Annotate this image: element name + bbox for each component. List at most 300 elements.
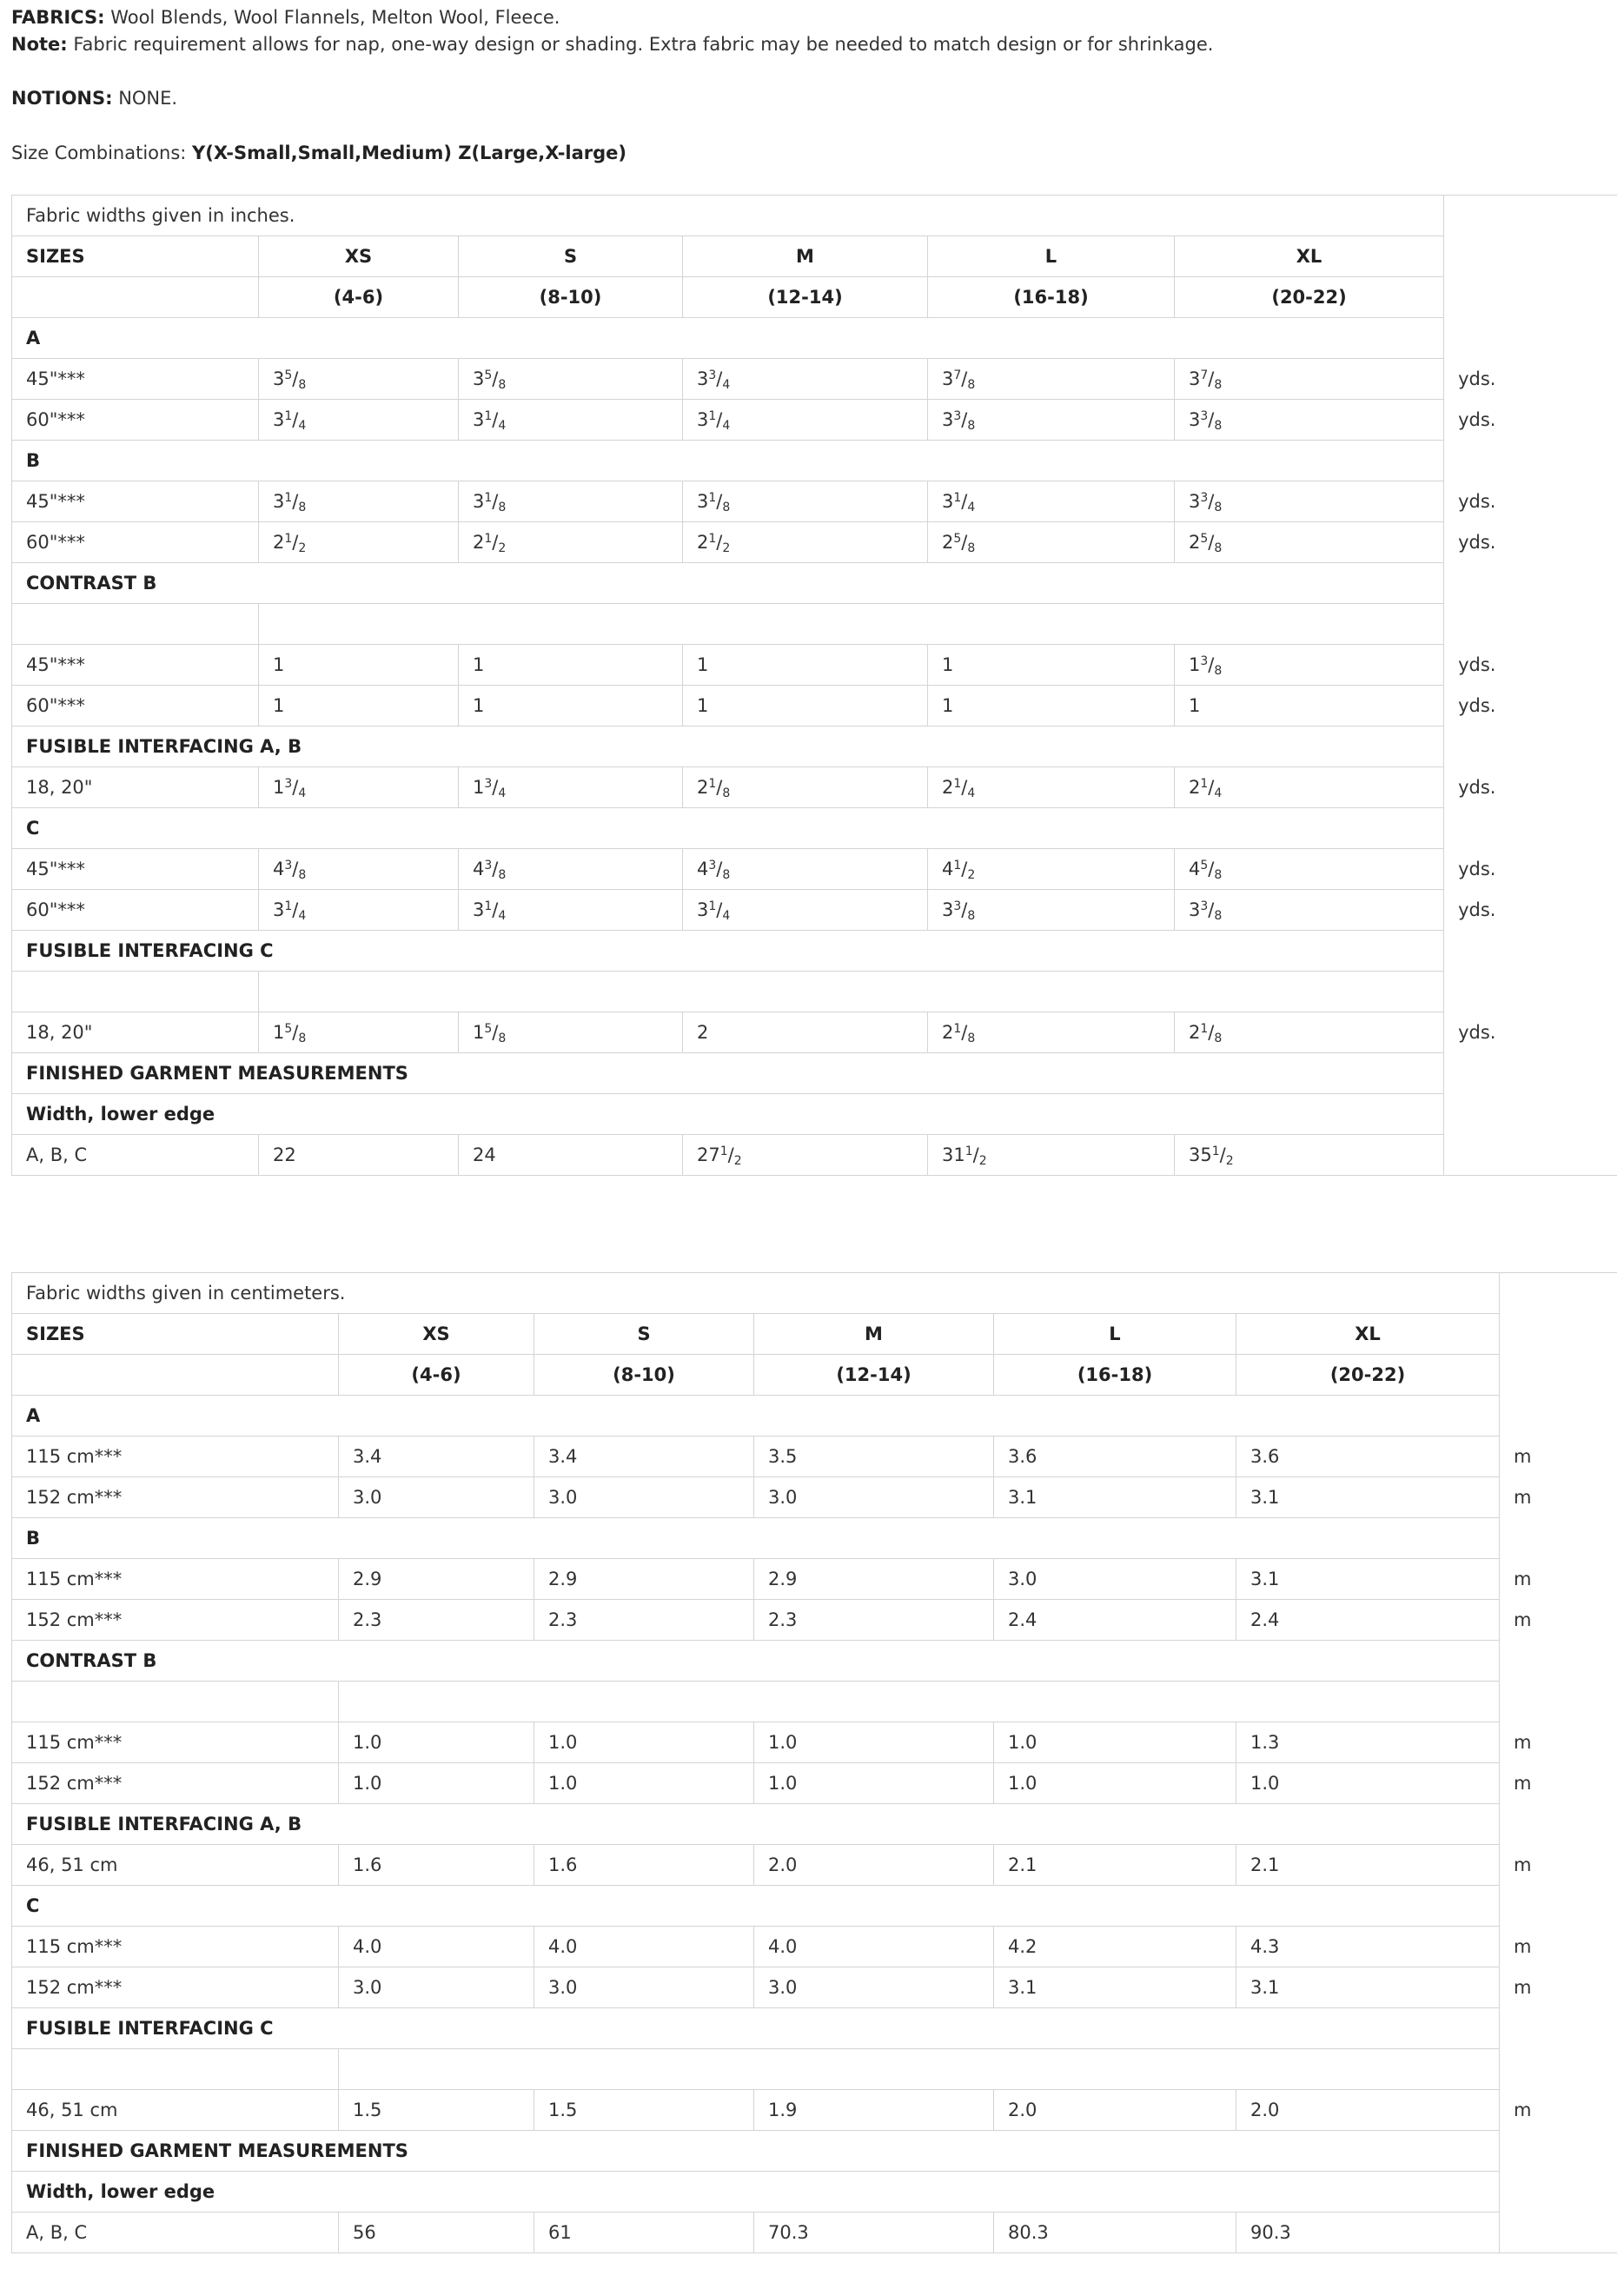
yardage-value: 1.0 xyxy=(1236,1763,1500,1804)
value-fraction xyxy=(484,532,506,553)
fraction-denominator: 2 xyxy=(1225,1154,1234,1168)
table-row xyxy=(12,1559,1617,1600)
unit-cell: m xyxy=(1500,1927,1617,1967)
yardage-value xyxy=(683,522,928,563)
size-range: (20-22) xyxy=(1175,277,1444,318)
unit-cell: m xyxy=(1500,1845,1617,1886)
yardage-value: 1.0 xyxy=(994,1722,1236,1763)
size-range: (16-18) xyxy=(928,277,1175,318)
section-title-row xyxy=(12,1641,1617,1682)
value-fraction xyxy=(953,859,976,882)
fraction-denominator: 2 xyxy=(733,1154,742,1168)
fraction-numerator: 3 xyxy=(484,777,493,791)
size-range: (16-18) xyxy=(994,1355,1236,1396)
fraction-denominator: 8 xyxy=(298,1032,307,1045)
blank-span-cell xyxy=(259,604,1444,645)
fraction-slash: / xyxy=(1208,654,1215,675)
finished-title-row xyxy=(12,2131,1617,2172)
fraction-numerator: 3 xyxy=(1200,899,1209,913)
fraction-slash: / xyxy=(1219,1144,1226,1165)
section-title-row xyxy=(12,441,1617,481)
fraction-denominator: 8 xyxy=(1214,541,1223,555)
value-fraction xyxy=(708,491,730,512)
fabric-width-label: 60"*** xyxy=(12,890,259,931)
fraction-denominator: 8 xyxy=(1214,664,1223,678)
section-title-row xyxy=(12,1886,1617,1927)
fraction-numerator: 1 xyxy=(1211,1144,1220,1158)
fraction-denominator: 8 xyxy=(967,378,976,392)
section-blank-row xyxy=(12,604,1617,645)
unit-cell: yds. xyxy=(1444,522,1617,563)
yardage-value: 2.0 xyxy=(1236,2090,1500,2131)
yardage-value xyxy=(683,481,928,522)
fraction-slash: / xyxy=(716,409,723,430)
notions-line xyxy=(11,85,177,112)
unit-cell: yds. xyxy=(1444,767,1617,808)
value-fraction xyxy=(284,409,307,433)
fraction-slash: / xyxy=(727,1144,734,1165)
value-fraction xyxy=(1200,859,1223,882)
yardage-value: 3.1 xyxy=(1236,1967,1500,2008)
yardage-value xyxy=(1175,522,1444,563)
section-title: FUSIBLE INTERFACING A, B xyxy=(12,727,1444,767)
size-range: (4-6) xyxy=(259,277,459,318)
fraction-denominator: 4 xyxy=(298,419,307,433)
fabric-width-label: 45"*** xyxy=(12,849,259,890)
fraction-numerator: 1 xyxy=(953,491,962,505)
finished-value: 80.3 xyxy=(994,2213,1236,2253)
yardage-value xyxy=(1175,1012,1444,1053)
fraction-numerator: 1 xyxy=(964,1144,973,1158)
unit-cell xyxy=(1444,441,1617,481)
finished-measurements-subtitle: Width, lower edge xyxy=(12,2172,1500,2213)
unit-cell: m xyxy=(1500,1477,1617,1518)
fraction-denominator: 8 xyxy=(967,419,976,433)
size-combinations-label: Size Combinations: xyxy=(11,143,193,163)
size-range: (8-10) xyxy=(459,277,683,318)
fraction-numerator: 3 xyxy=(1200,654,1209,668)
section-title-row xyxy=(12,808,1617,849)
size-s-header: S xyxy=(534,1314,754,1355)
unit-cell xyxy=(1500,1396,1617,1436)
value-fraction xyxy=(484,368,507,392)
value-fraction xyxy=(484,491,506,512)
fraction-denominator: 8 xyxy=(722,501,731,514)
yardage-value xyxy=(259,849,459,890)
section-title: FUSIBLE INTERFACING C xyxy=(12,931,1444,972)
value-fraction xyxy=(953,899,976,923)
yardage-value: 2.4 xyxy=(994,1600,1236,1641)
yardage-value: 2.1 xyxy=(1236,1845,1500,1886)
fraction-slash: / xyxy=(961,899,968,920)
inches-table-body xyxy=(12,196,1617,1176)
fraction-numerator: 3 xyxy=(1200,409,1209,423)
fraction-slash: / xyxy=(292,368,299,389)
yardage-value: 1.3 xyxy=(1236,1722,1500,1763)
blank-cell xyxy=(12,2049,339,2090)
value-whole: 2 xyxy=(1189,777,1201,798)
fraction-denominator: 8 xyxy=(1214,378,1223,392)
unit-cell xyxy=(1444,1135,1617,1176)
yardage-value xyxy=(259,481,459,522)
unit-cell xyxy=(1444,196,1617,236)
yardage-value xyxy=(459,400,683,441)
yardage-value xyxy=(928,359,1175,400)
finished-row-label: A, B, C xyxy=(12,1135,259,1176)
value-fraction xyxy=(484,777,506,798)
yardage-value xyxy=(683,400,928,441)
unit-cell xyxy=(1500,1355,1617,1396)
value-fraction xyxy=(484,1022,506,1043)
finished-value: 90.3 xyxy=(1236,2213,1500,2253)
fabric-width-label: 18, 20" xyxy=(12,1012,259,1053)
caption-row xyxy=(12,1273,1617,1314)
finished-value: 24 xyxy=(459,1135,683,1176)
blank-span-cell xyxy=(259,972,1444,1012)
fabric-width-label: 115 cm*** xyxy=(12,1722,339,1763)
value-whole: 4 xyxy=(1189,859,1201,879)
fraction-denominator: 4 xyxy=(298,909,307,923)
finished-sub-row xyxy=(12,1094,1617,1135)
fraction-slash: / xyxy=(1208,1022,1215,1043)
yardage-value xyxy=(683,359,928,400)
fraction-numerator: 1 xyxy=(708,491,717,505)
yardage-value xyxy=(928,767,1175,808)
yardage-value: 3.0 xyxy=(534,1477,754,1518)
unit-cell xyxy=(1444,808,1617,849)
value-whole: 3 xyxy=(473,409,485,430)
value-whole: 3 xyxy=(697,899,709,920)
fraction-denominator: 8 xyxy=(298,868,307,882)
yardage-value xyxy=(259,522,459,563)
value-whole: 3 xyxy=(942,899,954,920)
yardage-value: 2 xyxy=(683,1012,928,1053)
value-whole: 3 xyxy=(473,491,485,512)
yardage-value: 1.0 xyxy=(339,1763,534,1804)
value-fraction xyxy=(484,899,507,923)
unit-cell: m xyxy=(1500,1559,1617,1600)
value-whole: 1 xyxy=(273,1022,285,1043)
value-whole: 2 xyxy=(273,532,285,553)
value-whole: 2 xyxy=(942,532,954,553)
notions-label: NOTIONS: xyxy=(11,88,113,109)
section-title: A xyxy=(12,1396,1500,1436)
table-row xyxy=(12,2090,1617,2131)
yardage-value: 3.4 xyxy=(534,1436,754,1477)
yardage-value: 3.1 xyxy=(1236,1559,1500,1600)
fraction-numerator: 3 xyxy=(953,899,962,913)
size-range: (4-6) xyxy=(339,1355,534,1396)
fraction-slash: / xyxy=(1208,859,1215,879)
yardage-value: 1.0 xyxy=(754,1763,994,1804)
yardage-value: 2.9 xyxy=(534,1559,754,1600)
fraction-denominator: 4 xyxy=(498,786,507,800)
unit-cell: m xyxy=(1500,2090,1617,2131)
fraction-denominator: 2 xyxy=(722,541,731,555)
fraction-slash: / xyxy=(716,777,723,798)
size-ranges-row xyxy=(12,1355,1617,1396)
section-title-row xyxy=(12,1396,1617,1436)
fraction-slash: / xyxy=(1208,368,1215,389)
yardage-value xyxy=(1175,767,1444,808)
value-whole: 31 xyxy=(942,1144,965,1165)
value-fraction xyxy=(284,777,306,798)
value-whole: 3 xyxy=(697,368,709,389)
yardage-value: 1 xyxy=(928,686,1175,727)
fraction-slash: / xyxy=(716,532,723,553)
fraction-numerator: 1 xyxy=(284,532,293,546)
yardage-value: 1.0 xyxy=(994,1763,1236,1804)
yardage-value: 1 xyxy=(459,686,683,727)
fraction-numerator: 5 xyxy=(484,368,493,382)
note-line xyxy=(11,31,1213,58)
unit-cell xyxy=(1500,2131,1617,2172)
yardage-value: 1 xyxy=(1175,686,1444,727)
fraction-denominator: 4 xyxy=(967,786,976,800)
yardage-value xyxy=(1175,481,1444,522)
size-range: (12-14) xyxy=(683,277,928,318)
blank-cell xyxy=(12,972,259,1012)
unit-cell: m xyxy=(1500,1763,1617,1804)
size-xs-header: XS xyxy=(259,236,459,277)
fraction-numerator: 1 xyxy=(1200,777,1209,791)
fraction-denominator: 4 xyxy=(722,909,731,923)
size-combinations-line xyxy=(11,140,626,167)
section-title-row xyxy=(12,1804,1617,1845)
yardage-value xyxy=(459,890,683,931)
yardage-value xyxy=(1175,890,1444,931)
fabric-width-label: 152 cm*** xyxy=(12,1600,339,1641)
yardage-value: 3.5 xyxy=(754,1436,994,1477)
unit-cell xyxy=(1444,563,1617,604)
value-whole: 2 xyxy=(1189,532,1201,553)
fraction-numerator: 1 xyxy=(284,491,293,505)
fraction-numerator: 1 xyxy=(953,859,962,872)
value-whole: 1 xyxy=(473,1022,485,1043)
fraction-denominator: 8 xyxy=(1214,868,1223,882)
unit-cell: m xyxy=(1500,1967,1617,2008)
yardage-value xyxy=(259,359,459,400)
sizes-header-row xyxy=(12,1314,1617,1355)
value-fraction xyxy=(953,409,976,433)
table-row xyxy=(12,1845,1617,1886)
fabric-width-label: 60"*** xyxy=(12,522,259,563)
value-whole: 27 xyxy=(697,1144,720,1165)
yardage-value: 1.5 xyxy=(534,2090,754,2131)
yardage-value: 3.1 xyxy=(994,1967,1236,2008)
notions-text: NONE. xyxy=(112,88,178,109)
size-xl-header: XL xyxy=(1175,236,1444,277)
yardage-value xyxy=(1175,359,1444,400)
fraction-slash: / xyxy=(716,491,723,512)
fraction-denominator: 4 xyxy=(298,786,307,800)
fraction-slash: / xyxy=(492,1022,499,1043)
fabric-width-label: 152 cm*** xyxy=(12,1967,339,2008)
value-fraction xyxy=(1200,777,1222,798)
caption-row xyxy=(12,196,1617,236)
inches-requirements-table xyxy=(11,195,1617,1176)
fraction-slash: / xyxy=(961,859,968,879)
fraction-denominator: 2 xyxy=(978,1154,987,1168)
fraction-denominator: 8 xyxy=(722,868,731,882)
yardage-value: 2.9 xyxy=(339,1559,534,1600)
fabrics-text: Wool Blends, Wool Flannels, Melton Wool, Fleece. xyxy=(104,7,560,28)
fraction-numerator: 3 xyxy=(953,409,962,423)
value-fraction xyxy=(708,368,731,392)
value-whole: 3 xyxy=(1189,491,1201,512)
section-title: B xyxy=(12,1518,1500,1559)
fraction-slash: / xyxy=(292,532,299,553)
value-fraction xyxy=(284,532,306,553)
fraction-slash: / xyxy=(961,1022,968,1043)
fraction-numerator: 3 xyxy=(284,777,293,791)
ranges-blank-cell xyxy=(12,1355,339,1396)
finished-value xyxy=(1175,1135,1444,1176)
fraction-slash: / xyxy=(292,491,299,512)
section-title-row xyxy=(12,318,1617,359)
fraction-slash: / xyxy=(292,859,299,879)
value-fraction xyxy=(953,368,976,392)
yardage-value: 3.0 xyxy=(754,1967,994,2008)
fabric-width-label: 115 cm*** xyxy=(12,1436,339,1477)
fabric-width-label: 45"*** xyxy=(12,481,259,522)
unit-cell xyxy=(1444,931,1617,972)
value-fraction xyxy=(1200,409,1223,433)
fraction-numerator: 3 xyxy=(708,859,717,872)
fraction-slash: / xyxy=(1208,409,1215,430)
yardage-value: 4.2 xyxy=(994,1927,1236,1967)
yardage-value: 2.4 xyxy=(1236,1600,1500,1641)
fabric-width-label: 46, 51 cm xyxy=(12,1845,339,1886)
unit-cell xyxy=(1500,1682,1617,1722)
unit-cell xyxy=(1444,727,1617,767)
fraction-numerator: 5 xyxy=(284,368,293,382)
fraction-numerator: 1 xyxy=(708,409,717,423)
section-blank-row xyxy=(12,2049,1617,2090)
fraction-slash: / xyxy=(492,777,499,798)
fraction-slash: / xyxy=(716,368,723,389)
fraction-denominator: 4 xyxy=(498,909,507,923)
size-m-header: M xyxy=(683,236,928,277)
centimeters-table-body xyxy=(12,1273,1617,2253)
finished-value: 56 xyxy=(339,2213,534,2253)
ranges-blank-cell xyxy=(12,277,259,318)
blank-cell xyxy=(12,604,259,645)
section-title: C xyxy=(12,808,1444,849)
yardage-value: 1.9 xyxy=(754,2090,994,2131)
section-title-row xyxy=(12,1518,1617,1559)
fraction-numerator: 5 xyxy=(1200,859,1209,872)
unit-cell xyxy=(1444,236,1617,277)
table-row xyxy=(12,1722,1617,1763)
fraction-slash: / xyxy=(492,491,499,512)
fraction-denominator: 8 xyxy=(1214,419,1223,433)
value-fraction xyxy=(284,491,306,512)
table-row xyxy=(12,1012,1617,1053)
value-whole: 2 xyxy=(697,532,709,553)
fraction-numerator: 5 xyxy=(284,1022,293,1036)
fraction-denominator: 8 xyxy=(298,501,307,514)
yardage-value xyxy=(928,1012,1175,1053)
yardage-value: 3.0 xyxy=(339,1477,534,1518)
fraction-slash: / xyxy=(292,1022,299,1043)
yardage-value xyxy=(683,849,928,890)
yardage-value xyxy=(459,522,683,563)
fraction-denominator: 4 xyxy=(722,378,731,392)
value-fraction xyxy=(953,532,975,553)
yardage-value: 1.0 xyxy=(754,1722,994,1763)
unit-cell: m xyxy=(1500,1436,1617,1477)
fraction-denominator: 4 xyxy=(967,501,976,514)
finished-value: 22 xyxy=(259,1135,459,1176)
value-fraction xyxy=(1200,654,1223,678)
fabric-width-label: 152 cm*** xyxy=(12,1477,339,1518)
yardage-value xyxy=(928,890,1175,931)
fraction-denominator: 8 xyxy=(967,909,976,923)
fraction-numerator: 5 xyxy=(1200,532,1209,546)
fabric-width-label: 45"*** xyxy=(12,359,259,400)
fraction-slash: / xyxy=(961,409,968,430)
yardage-value: 3.6 xyxy=(1236,1436,1500,1477)
fraction-denominator: 8 xyxy=(498,1032,507,1045)
value-fraction xyxy=(1200,1022,1222,1043)
section-blank-row xyxy=(12,972,1617,1012)
blank-span-cell xyxy=(339,1682,1500,1722)
fraction-denominator: 8 xyxy=(1214,909,1223,923)
value-whole: 3 xyxy=(273,491,285,512)
fraction-numerator: 1 xyxy=(484,532,493,546)
fabric-width-label: 152 cm*** xyxy=(12,1763,339,1804)
fraction-numerator: 1 xyxy=(284,899,293,913)
yardage-value xyxy=(259,767,459,808)
unit-cell xyxy=(1500,1314,1617,1355)
yardage-value: 3.0 xyxy=(534,1967,754,2008)
fraction-slash: / xyxy=(1208,777,1215,798)
unit-cell xyxy=(1500,1273,1617,1314)
unit-cell xyxy=(1500,2049,1617,2090)
yardage-value xyxy=(1175,849,1444,890)
fabric-width-label: 60"*** xyxy=(12,686,259,727)
section-title-row xyxy=(12,563,1617,604)
yardage-value: 1 xyxy=(683,645,928,686)
finished-value xyxy=(683,1135,928,1176)
section-title: FUSIBLE INTERFACING A, B xyxy=(12,1804,1500,1845)
fabrics-line xyxy=(11,4,560,31)
unit-cell xyxy=(1444,1094,1617,1135)
fraction-slash: / xyxy=(716,859,723,879)
fraction-slash: / xyxy=(961,491,968,512)
section-title-row xyxy=(12,2008,1617,2049)
yardage-value xyxy=(1175,645,1444,686)
yardage-value: 2.3 xyxy=(534,1600,754,1641)
fraction-slash: / xyxy=(492,409,499,430)
fraction-slash: / xyxy=(961,777,968,798)
unit-cell: yds. xyxy=(1444,481,1617,522)
yardage-value: 1.0 xyxy=(534,1763,754,1804)
section-title: C xyxy=(12,1886,1500,1927)
size-m-header: M xyxy=(754,1314,994,1355)
yardage-value xyxy=(459,767,683,808)
finished-sub-row xyxy=(12,2172,1617,2213)
size-range: (12-14) xyxy=(754,1355,994,1396)
fraction-denominator: 4 xyxy=(722,419,731,433)
unit-cell: yds. xyxy=(1444,1012,1617,1053)
value-fraction xyxy=(708,777,730,798)
unit-cell xyxy=(1444,604,1617,645)
fraction-denominator: 2 xyxy=(967,868,976,882)
unit-cell xyxy=(1500,2172,1617,2213)
finished-value xyxy=(928,1135,1175,1176)
